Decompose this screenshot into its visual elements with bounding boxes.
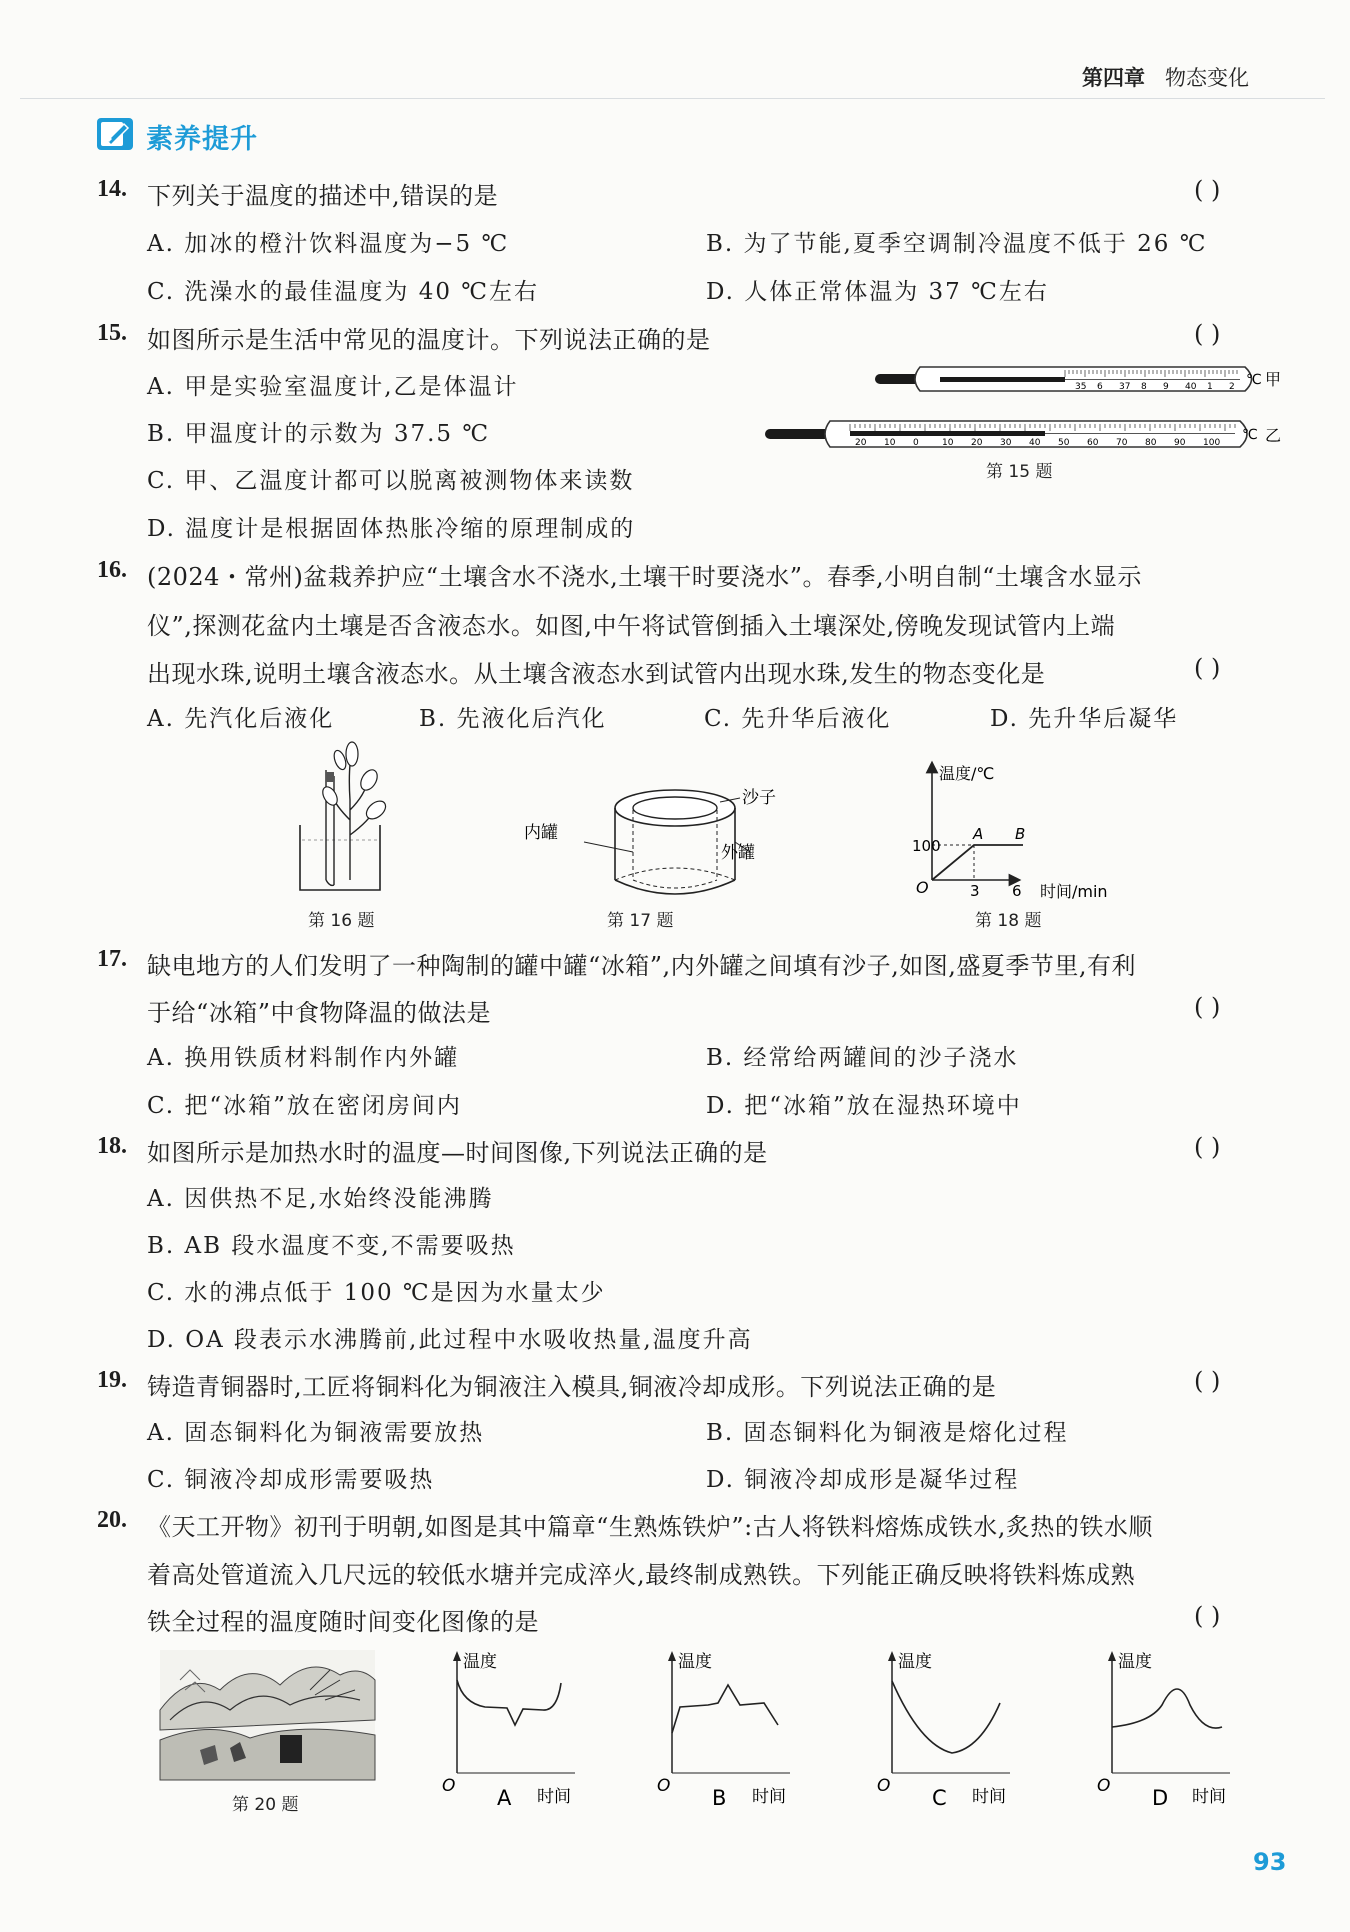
q20-graph-B [657,1651,790,1810]
q17-option-b: B. 经常给两罐间的沙子浇水 [706,1045,1019,1071]
q17-number: 17. [97,946,127,972]
q20-line3: 铁全过程的温度随时间变化图像的是 [147,1608,539,1636]
q19-answer-blank: ( ) [1194,1367,1221,1395]
graph-y-label: 温度 [678,1652,712,1672]
q20-line2: 着高处管道流入几尺远的较低水塘并完成淬火,最终制成熟铁。下列能正确反映将铁料炼成熟 [147,1561,1136,1589]
yi-unit-label: ℃ [1242,427,1258,443]
q16-option-d: D. 先升华后凝华 [990,706,1179,732]
q20-graph-A [442,1651,575,1810]
yi-tick-label: 20 [971,438,983,448]
y-axis-label: 温度/℃ [939,764,995,783]
q14-answer-blank: ( ) [1194,176,1221,204]
graph-choice-label: A [497,1786,512,1810]
q16-line2: 仪”,探测花盆内土壤是否含液态水。如图,中午将试管倒插入土壤深处,傍晚发现试管内上端 [147,612,1116,640]
yi-tick-label: 20 [855,438,867,448]
graph-choice-label: C [932,1786,947,1810]
yi-tick-label: 90 [1174,438,1186,448]
x-tick-3: 3 [970,882,980,900]
jia-tick-label: 37 [1119,382,1131,392]
q18-option-b: B. AB 段水温度不变,不需要吸热 [147,1233,516,1259]
q18-option-c: C. 水的沸点低于 100 ℃是因为水量太少 [147,1280,606,1306]
inner-pot-label: 内罐 [524,823,558,843]
q18-stem: 如图所示是加热水时的温度—时间图像,下列说法正确的是 [147,1139,768,1167]
q19-option-a: A. 固态铜料化为铜液需要放热 [147,1420,485,1446]
q15-number: 15. [97,320,127,346]
graph-y-arrow [453,1651,461,1661]
graph-choice-label: D [1152,1786,1169,1810]
q19-number: 19. [97,1367,127,1393]
q17-line2: 于给“冰箱”中食物降温的做法是 [147,999,492,1027]
chapter-title: 物态变化 [1165,66,1250,90]
q17-option-d: D. 把“冰箱”放在湿热环境中 [706,1093,1022,1119]
q14-stem: 下列关于温度的描述中,错误的是 [147,182,499,210]
q15-option-c: C. 甲、乙温度计都可以脱离被测物体来读数 [147,468,635,494]
point-label-b: B [1015,825,1026,843]
jia-tick-label: 6 [1097,382,1103,392]
q16-line3: 出现水珠,说明土壤含液态水。从土壤含液态水到试管内出现水珠,发生的物态变化是 [147,660,1046,688]
q16-plant-figure [290,740,400,900]
running-header [1082,62,1249,92]
page-number: 93 [1253,1848,1287,1876]
q20-figure-caption: 第 20 题 [232,1795,299,1815]
graph-origin: O [442,1776,456,1796]
graph-y-label: 温度 [898,1652,932,1672]
q20-graph-C [877,1651,1010,1810]
q17-option-a: A. 换用铁质材料制作内外罐 [147,1045,460,1071]
graph-y-label: 温度 [463,1652,497,1672]
sand-label: 沙子 [742,788,776,808]
q14-number: 14. [97,176,127,202]
yi-tick-label: 100 [1203,438,1221,448]
graph-x-label: 时间 [972,1787,1006,1807]
q14-option-b: B. 为了节能,夏季空调制冷温度不低于 26 ℃ [706,231,1208,257]
q16-option-c: C. 先升华后液化 [704,706,892,732]
section-title: 素养提升 [146,124,258,155]
graph-origin: O [1097,1776,1111,1796]
q16-figure-caption: 第 16 题 [308,911,375,931]
origin-label: O [916,878,929,897]
q18-answer-blank: ( ) [1194,1133,1221,1161]
graph-y-arrow [1108,1651,1116,1661]
graph-curve [457,1680,561,1725]
jia-tick-label: 2 [1229,382,1235,392]
q18-option-d: D. OA 段表示水沸腾前,此过程中水吸收热量,温度升高 [147,1327,753,1353]
jia-name-label: 甲 [1265,370,1282,389]
q17-line1: 缺电地方的人们发明了一种陶制的罐中罐“冰箱”,内外罐之间填有沙子,如图,盛夏季节里,有利 [147,952,1137,980]
q17-figure-caption: 第 17 题 [607,911,674,931]
q15-answer-blank: ( ) [1194,320,1221,348]
q16-option-b: B. 先液化后汽化 [419,706,607,732]
q17-answer-blank: ( ) [1194,993,1221,1021]
thermometer-jia [875,367,1281,392]
graph-choice-label: B [712,1786,727,1810]
yi-tick-label: 10 [884,438,896,448]
graph-origin: O [877,1776,891,1796]
q20-answer-blank: ( ) [1194,1602,1221,1630]
q14-option-d: D. 人体正常体温为 37 ℃左右 [706,279,1049,305]
yi-tick-label: 70 [1116,438,1128,448]
q20-ancient-furnace-illustration [160,1650,375,1780]
header-rule [20,98,1325,99]
graph-curve [1112,1689,1222,1728]
q20-option-graphs [442,1645,1295,1820]
yi-tick-label: 60 [1087,438,1099,448]
q19-option-b: B. 固态铜料化为铜液是熔化过程 [706,1420,1069,1446]
q17-option-c: C. 把“冰箱”放在密闭房间内 [147,1093,462,1119]
x-axis-label: 时间/min [1040,882,1108,901]
q16-number: 16. [97,557,127,583]
q16-line1: (2024・常州)盆栽养护应“土壤含水不浇水,土壤干时要浇水”。春季,小明自制“土壤含水显示 [147,563,1142,591]
q15-stem: 如图所示是生活中常见的温度计。下列说法正确的是 [147,326,711,354]
y-tick-100: 100 [912,837,941,855]
yi-tick-label: 30 [1000,438,1012,448]
graph-x-label: 时间 [1192,1787,1226,1807]
graph-y-arrow [668,1651,676,1661]
point-label-a: A [973,825,984,843]
q16-answer-blank: ( ) [1194,654,1221,682]
q19-stem: 铸造青铜器时,工匠将铜料化为铜液注入模具,铜液冷却成形。下列说法正确的是 [147,1373,997,1401]
q15-option-d: D. 温度计是根据固体热胀冷缩的原理制成的 [147,516,636,542]
graph-curve [892,1681,1000,1753]
jia-tick-label: 35 [1075,382,1087,392]
graph-y-arrow [888,1651,896,1661]
jia-tick-label: 8 [1141,382,1147,392]
yi-tick-label: 80 [1145,438,1157,448]
q18-number: 18. [97,1133,127,1159]
jia-tick-label: 40 [1185,382,1197,392]
yi-tick-label: 50 [1058,438,1070,448]
section-icon [96,117,134,151]
q20-number: 20. [97,1507,127,1533]
yi-tick-label: 10 [942,438,954,448]
yi-name-label: 乙 [1265,426,1282,445]
q15-option-b: B. 甲温度计的示数为 37.5 ℃ [147,421,491,447]
graph-x-label: 时间 [752,1787,786,1807]
q15-option-a: A. 甲是实验室温度计,乙是体温计 [147,374,519,400]
q18-option-a: A. 因供热不足,水始终没能沸腾 [147,1186,494,1212]
graph-curve [672,1685,778,1733]
jia-tick-label: 1 [1207,382,1213,392]
graph-origin: O [657,1776,671,1796]
chapter-label: 第四章 [1082,66,1145,90]
q18-figure-caption: 第 18 题 [975,911,1042,931]
q19-option-d: D. 铜液冷却成形是凝华过程 [706,1467,1020,1493]
graph-y-label: 温度 [1118,1652,1152,1672]
q14-option-c: C. 洗澡水的最佳温度为 40 ℃左右 [147,279,540,305]
x-tick-6: 6 [1012,882,1022,900]
q18-temperature-time-chart [910,755,1130,905]
temperature-line [932,845,1023,880]
graph-x-label: 时间 [537,1787,571,1807]
jia-unit-label: ℃ [1246,372,1262,388]
jia-tick-label: 9 [1163,382,1169,392]
yi-tick-label: 40 [1029,438,1041,448]
yi-tick-label: 0 [913,438,919,448]
thermometer-yi [765,421,1281,448]
outer-pot-label: 外罐 [721,843,755,863]
q17-pot-figure [520,780,776,905]
q19-option-c: C. 铜液冷却成形需要吸热 [147,1467,435,1493]
q20-graph-D [1097,1651,1230,1810]
q14-option-a: A. 加冰的橙汁饮料温度为−5 ℃ [147,231,510,257]
q15-figure-caption: 第 15 题 [986,462,1053,482]
q20-line1: 《天工开物》初刊于明朝,如图是其中篇章“生熟炼铁炉”:古人将铁料熔炼成铁水,炙热的铁水顺 [147,1513,1153,1541]
q16-option-a: A. 先汽化后液化 [147,706,335,732]
